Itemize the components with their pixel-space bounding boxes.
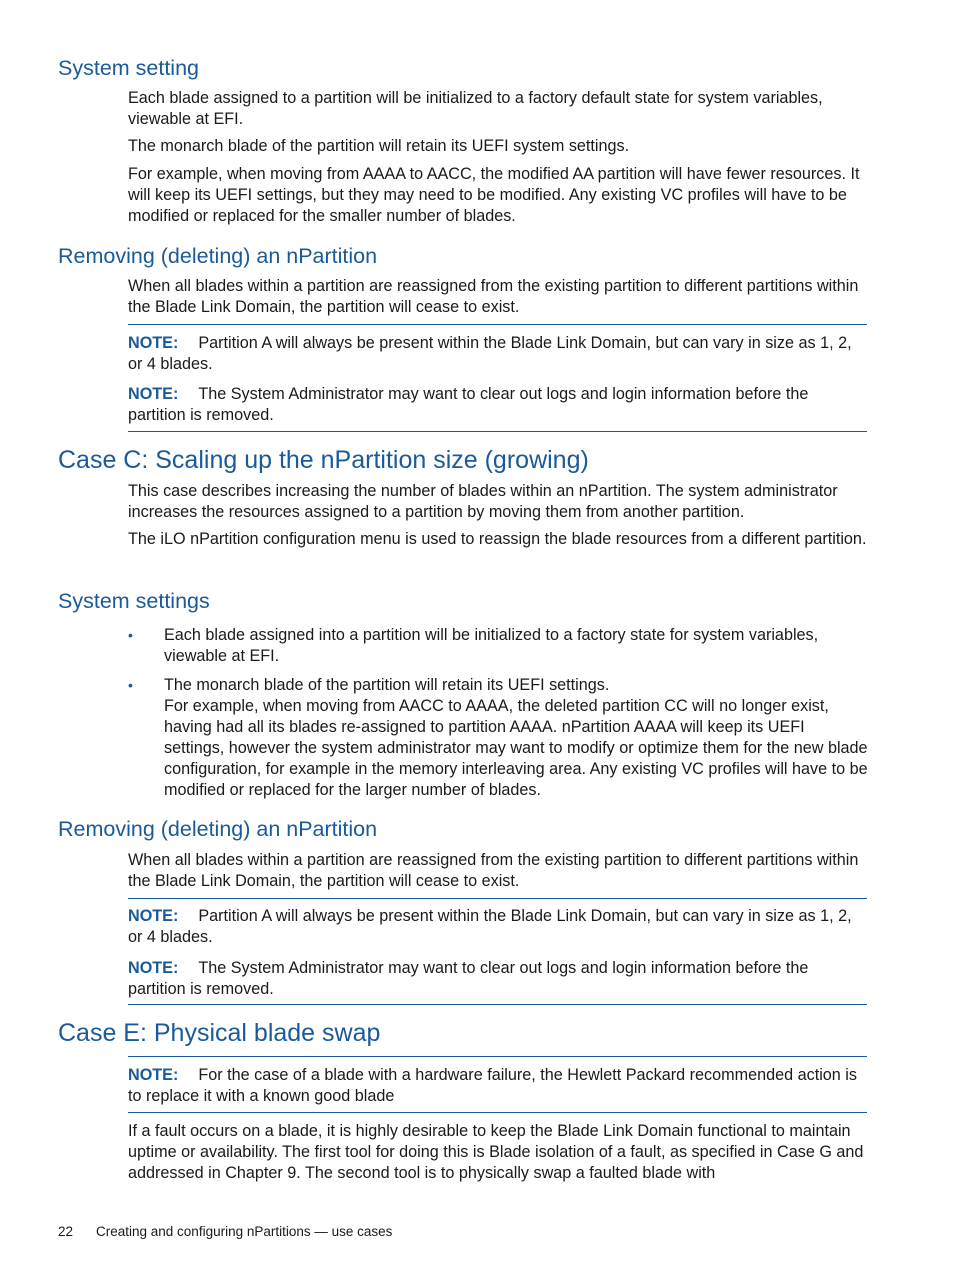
paragraph: This case describes increasing the number of blades within an nPartition. The system administrator increases the resources assigned to a partition by moving them from another partition. — [128, 482, 838, 521]
note-divider — [128, 1004, 867, 1005]
bullet-icon: • — [128, 677, 133, 693]
section-heading-system-setting: System setting — [58, 56, 199, 80]
note-label: NOTE: — [128, 385, 179, 403]
note-divider — [128, 324, 867, 325]
bullet-icon: • — [128, 627, 133, 643]
note — [128, 333, 868, 375]
note — [128, 384, 868, 426]
note-label: NOTE: — [128, 334, 179, 352]
section-heading-system-settings: System settings — [58, 589, 210, 613]
note — [128, 1065, 868, 1107]
note — [128, 906, 868, 948]
section-heading-removing-npartition: Removing (deleting) an nPartition — [58, 817, 378, 841]
note-text: The System Administrator may want to clear out logs and login information before the partition is removed. — [128, 385, 809, 424]
page-number: 22 — [58, 1224, 74, 1239]
chapter-heading-case-c: Case C: Scaling up the nPartition size (growing) — [58, 446, 589, 474]
note-label: NOTE: — [128, 959, 179, 977]
list-item — [164, 675, 868, 801]
note-label: NOTE: — [128, 907, 179, 925]
note-divider — [128, 898, 867, 899]
list-item: Each blade assigned into a partition will be initialized to a factory state for system variables, viewable at EFI. — [164, 626, 819, 665]
footer-title: Creating and configuring nPartitions — use cases — [96, 1224, 393, 1239]
note-text: Partition A will always be present within the Blade Link Domain, but can vary in size as 1, 2, or 4 blades. — [128, 334, 852, 373]
paragraph: When all blades within a partition are reassigned from the existing partition to different partitions within the Blade Link Domain, the partition will cease to exist. — [128, 277, 859, 316]
note-label: NOTE: — [128, 1066, 179, 1084]
paragraph: For example, when moving from AAAA to AACC, the modified AA partition will have fewer resources. It will keep its UEFI settings, but they may need to be modified. Any existing VC profiles will have to be modified or replaced for the smaller number of blades. — [128, 165, 860, 225]
paragraph: When all blades within a partition are reassigned from the existing partition to different partitions within the Blade Link Domain, the partition will cease to exist. — [128, 851, 859, 890]
note-divider — [128, 431, 867, 432]
list-item-continuation: For example, when moving from AACC to AAAA, the deleted partition CC will no longer exist, having had all its blades re-assigned to partition AAAA. nPartition AAAA will keep its UEFI settings, however the system administrator may want to modify or optimize them for the new blade configuration, for example in the memory interleaving area. Any existing VC profiles will have to be modified or replaced for the larger number of blades. — [164, 697, 868, 799]
paragraph: The iLO nPartition configuration menu is used to reassign the blade resources from a different partition. — [128, 530, 867, 548]
note-text: The System Administrator may want to clear out logs and login information before the partition is removed. — [128, 959, 809, 998]
note-divider — [128, 1112, 867, 1113]
paragraph: If a fault occurs on a blade, it is highly desirable to keep the Blade Link Domain functional to maintain uptime or availability. The first tool for doing this is Blade isolation of a fault, as specified in Case G and addressed in Chapter 9. The second tool is to physically swap a faulted blade with — [128, 1122, 864, 1182]
list-item-line: The monarch blade of the partition will retain its UEFI settings. — [164, 676, 610, 694]
note-text: For the case of a blade with a hardware failure, the Hewlett Packard recommended action is to replace it with a known good blade — [128, 1066, 857, 1105]
note-text: Partition A will always be present within the Blade Link Domain, but can vary in size as 1, 2, or 4 blades. — [128, 907, 852, 946]
page-footer — [58, 1223, 392, 1241]
section-heading-removing-npartition: Removing (deleting) an nPartition — [58, 244, 378, 268]
chapter-heading-case-e: Case E: Physical blade swap — [58, 1019, 381, 1047]
paragraph: Each blade assigned to a partition will be initialized to a factory default state for system variables, viewable at EFI. — [128, 89, 823, 128]
note-divider — [128, 1056, 867, 1057]
note — [128, 958, 868, 1000]
paragraph: The monarch blade of the partition will retain its UEFI system settings. — [128, 137, 630, 155]
